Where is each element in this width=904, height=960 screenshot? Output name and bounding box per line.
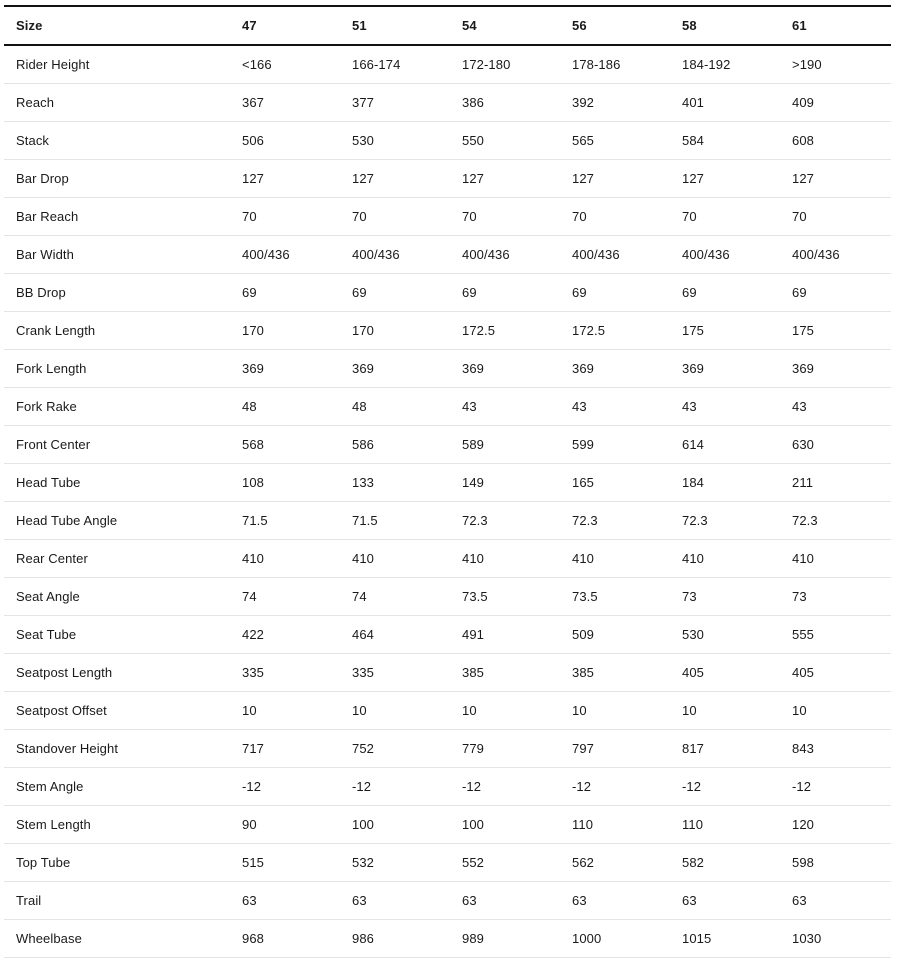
table-row [4,502,891,540]
table-row [4,388,891,426]
table-row [4,768,891,806]
cell-value: 410 [462,540,572,578]
cell-value: 172.5 [462,312,572,350]
column-header-58: 58 [682,6,792,45]
cell-value: 377 [352,84,462,122]
cell-value: 100 [462,806,572,844]
table-row [4,730,891,768]
cell-value: 752 [352,730,462,768]
cell-value: 48 [352,388,462,426]
cell-value: 149 [462,464,572,502]
table-row [4,236,891,274]
cell-value: 422 [242,616,352,654]
cell-value: 127 [792,160,891,198]
table-row [4,464,891,502]
row-label: Bar Drop [4,160,242,198]
table-row [4,540,891,578]
table-row [4,844,891,882]
column-header-54: 54 [462,6,572,45]
cell-value: 127 [242,160,352,198]
table-row [4,160,891,198]
table-row [4,274,891,312]
table-header-row [4,6,891,45]
row-label: Seatpost Length [4,654,242,692]
cell-value: 175 [792,312,891,350]
cell-value: 491 [462,616,572,654]
cell-value: 405 [682,654,792,692]
cell-value: 69 [352,274,462,312]
cell-value: 369 [352,350,462,388]
geometry-table [4,5,891,958]
cell-value: 170 [242,312,352,350]
cell-value: 90 [242,806,352,844]
row-label: Seatpost Offset [4,692,242,730]
cell-value: 184-192 [682,45,792,84]
cell-value: 1030 [792,920,891,958]
cell-value: 586 [352,426,462,464]
table-row [4,578,891,616]
cell-value: 568 [242,426,352,464]
cell-value: 178-186 [572,45,682,84]
cell-value: 400/436 [462,236,572,274]
row-label: Stack [4,122,242,160]
cell-value: 184 [682,464,792,502]
cell-value: 70 [682,198,792,236]
cell-value: 385 [572,654,682,692]
cell-value: 506 [242,122,352,160]
cell-value: 385 [462,654,572,692]
column-header-size: Size [4,6,242,45]
cell-value: 69 [572,274,682,312]
table-row [4,920,891,958]
cell-value: 10 [242,692,352,730]
cell-value: 69 [462,274,572,312]
cell-value: 1000 [572,920,682,958]
cell-value: -12 [572,768,682,806]
row-label: Fork Rake [4,388,242,426]
cell-value: 71.5 [352,502,462,540]
table-row [4,616,891,654]
row-label: Seat Tube [4,616,242,654]
cell-value: 133 [352,464,462,502]
cell-value: 127 [572,160,682,198]
cell-value: 400/436 [792,236,891,274]
cell-value: 400/436 [242,236,352,274]
cell-value: 43 [462,388,572,426]
table-row [4,45,891,84]
cell-value: 843 [792,730,891,768]
cell-value: 72.3 [792,502,891,540]
cell-value: 70 [352,198,462,236]
table-row [4,312,891,350]
cell-value: 63 [462,882,572,920]
cell-value: 410 [682,540,792,578]
cell-value: 552 [462,844,572,882]
row-label: Reach [4,84,242,122]
cell-value: 582 [682,844,792,882]
cell-value: 392 [572,84,682,122]
cell-value: 108 [242,464,352,502]
cell-value: 127 [682,160,792,198]
cell-value: 405 [792,654,891,692]
table-header [4,6,891,45]
cell-value: 550 [462,122,572,160]
cell-value: 562 [572,844,682,882]
cell-value: 120 [792,806,891,844]
cell-value: 335 [352,654,462,692]
cell-value: 175 [682,312,792,350]
table-row [4,84,891,122]
cell-value: 70 [792,198,891,236]
cell-value: 48 [242,388,352,426]
row-label: Standover Height [4,730,242,768]
table-row [4,806,891,844]
cell-value: 10 [682,692,792,730]
cell-value: 72.3 [682,502,792,540]
cell-value: 10 [462,692,572,730]
cell-value: 172-180 [462,45,572,84]
table-row [4,654,891,692]
cell-value: 1015 [682,920,792,958]
cell-value: -12 [682,768,792,806]
table-row [4,426,891,464]
cell-value: 69 [682,274,792,312]
cell-value: 172.5 [572,312,682,350]
row-label: Wheelbase [4,920,242,958]
cell-value: 968 [242,920,352,958]
cell-value: 369 [462,350,572,388]
cell-value: 589 [462,426,572,464]
row-label: Crank Length [4,312,242,350]
cell-value: 598 [792,844,891,882]
cell-value: <166 [242,45,352,84]
cell-value: 386 [462,84,572,122]
cell-value: 797 [572,730,682,768]
row-label: Trail [4,882,242,920]
cell-value: 43 [572,388,682,426]
cell-value: 127 [352,160,462,198]
cell-value: 73.5 [572,578,682,616]
column-header-56: 56 [572,6,682,45]
cell-value: 43 [682,388,792,426]
cell-value: 530 [352,122,462,160]
cell-value: 369 [792,350,891,388]
cell-value: 614 [682,426,792,464]
cell-value: 127 [462,160,572,198]
cell-value: 170 [352,312,462,350]
row-label: Bar Width [4,236,242,274]
cell-value: 401 [682,84,792,122]
table-row [4,198,891,236]
cell-value: 73.5 [462,578,572,616]
row-label: Fork Length [4,350,242,388]
cell-value: 73 [682,578,792,616]
cell-value: 69 [792,274,891,312]
cell-value: 10 [572,692,682,730]
cell-value: 110 [572,806,682,844]
cell-value: 72.3 [462,502,572,540]
cell-value: 555 [792,616,891,654]
cell-value: 74 [242,578,352,616]
cell-value: 410 [572,540,682,578]
cell-value: 10 [352,692,462,730]
cell-value: 70 [462,198,572,236]
cell-value: -12 [242,768,352,806]
cell-value: -12 [792,768,891,806]
cell-value: 532 [352,844,462,882]
table-row [4,122,891,160]
cell-value: 400/436 [352,236,462,274]
cell-value: 74 [352,578,462,616]
column-header-61: 61 [792,6,891,45]
cell-value: 43 [792,388,891,426]
row-label: Stem Angle [4,768,242,806]
cell-value: 69 [242,274,352,312]
row-label: Head Tube [4,464,242,502]
cell-value: 608 [792,122,891,160]
row-label: Front Center [4,426,242,464]
cell-value: 63 [352,882,462,920]
cell-value: 63 [572,882,682,920]
cell-value: 409 [792,84,891,122]
cell-value: 400/436 [572,236,682,274]
cell-value: 166-174 [352,45,462,84]
row-label: Rear Center [4,540,242,578]
cell-value: 369 [242,350,352,388]
cell-value: 335 [242,654,352,692]
cell-value: 10 [792,692,891,730]
cell-value: 779 [462,730,572,768]
cell-value: 63 [682,882,792,920]
cell-value: 410 [352,540,462,578]
table-row [4,882,891,920]
row-label: Top Tube [4,844,242,882]
cell-value: 72.3 [572,502,682,540]
cell-value: 986 [352,920,462,958]
cell-value: 464 [352,616,462,654]
row-label: Seat Angle [4,578,242,616]
column-header-51: 51 [352,6,462,45]
cell-value: 71.5 [242,502,352,540]
row-label: Stem Length [4,806,242,844]
cell-value: 530 [682,616,792,654]
cell-value: 410 [792,540,891,578]
cell-value: 367 [242,84,352,122]
cell-value: 73 [792,578,891,616]
cell-value: 565 [572,122,682,160]
cell-value: 369 [572,350,682,388]
cell-value: 817 [682,730,792,768]
geometry-table-section [4,5,891,958]
cell-value: 100 [352,806,462,844]
cell-value: -12 [462,768,572,806]
cell-value: 400/436 [682,236,792,274]
row-label: BB Drop [4,274,242,312]
cell-value: 369 [682,350,792,388]
table-body [4,45,891,958]
cell-value: 515 [242,844,352,882]
cell-value: 584 [682,122,792,160]
cell-value: 70 [572,198,682,236]
row-label: Bar Reach [4,198,242,236]
table-row [4,350,891,388]
cell-value: >190 [792,45,891,84]
cell-value: 110 [682,806,792,844]
cell-value: 717 [242,730,352,768]
cell-value: 70 [242,198,352,236]
cell-value: 211 [792,464,891,502]
cell-value: 63 [242,882,352,920]
cell-value: 509 [572,616,682,654]
cell-value: 599 [572,426,682,464]
cell-value: 989 [462,920,572,958]
cell-value: 410 [242,540,352,578]
row-label: Head Tube Angle [4,502,242,540]
cell-value: 630 [792,426,891,464]
column-header-47: 47 [242,6,352,45]
row-label: Rider Height [4,45,242,84]
cell-value: 165 [572,464,682,502]
table-row [4,692,891,730]
cell-value: -12 [352,768,462,806]
cell-value: 63 [792,882,891,920]
